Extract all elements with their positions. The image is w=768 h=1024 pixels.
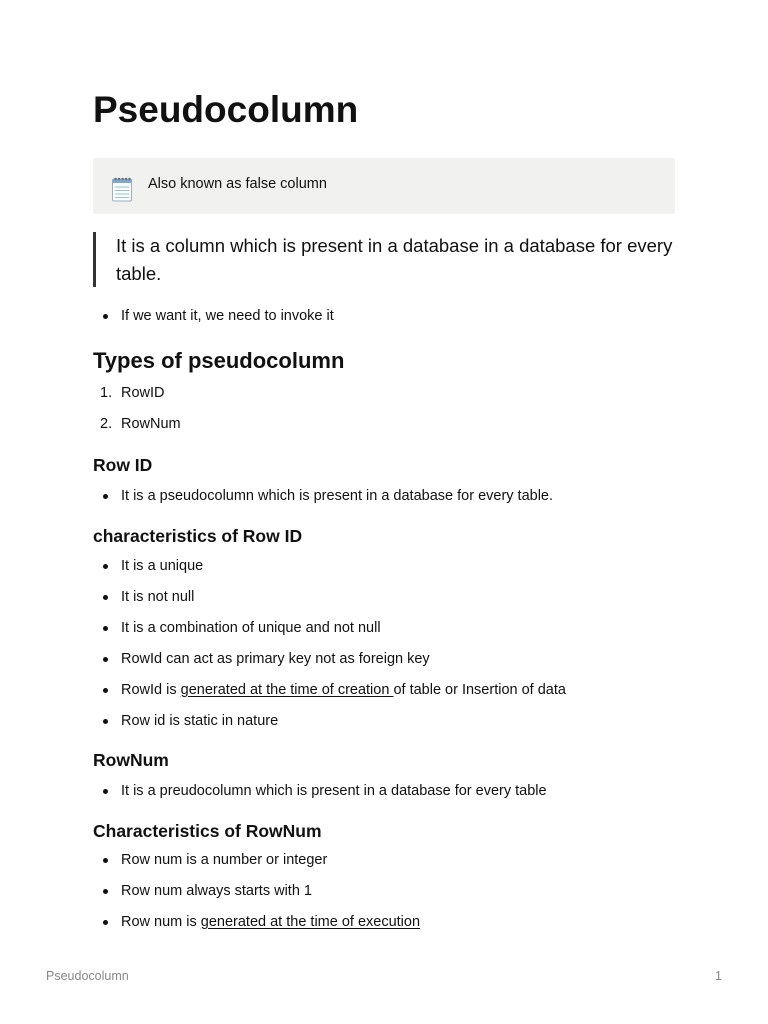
callout-box xyxy=(93,158,675,214)
list-number: 2. xyxy=(100,416,113,432)
rownum-characteristics-heading: Characteristics of RowNum xyxy=(93,821,322,841)
rowid-heading: Row ID xyxy=(93,455,153,475)
list-item: Row id is static in nature xyxy=(93,712,675,743)
list-item: RowId can act as primary key not as foreign key xyxy=(93,650,675,681)
rownum-characteristics-list xyxy=(93,851,675,944)
intro-bullet-list xyxy=(93,307,675,338)
list-item: It is not null xyxy=(93,588,675,619)
rowid-characteristics-heading: characteristics of Row ID xyxy=(93,526,303,546)
rownum-heading: RowNum xyxy=(93,750,169,770)
list-item: It is a preudocolumn which is present in a database for every table xyxy=(93,782,675,813)
list-text: RowId is xyxy=(121,682,181,698)
list-number: 1. xyxy=(100,385,113,401)
list-item xyxy=(93,681,675,712)
list-item xyxy=(93,913,675,944)
callout-text: Also known as false column xyxy=(148,176,327,192)
list-text: Row num is xyxy=(121,914,201,930)
list-item: Row num is a number or integer xyxy=(93,851,675,882)
rownum-bullet-list xyxy=(93,782,675,813)
types-heading: Types of pseudocolumn xyxy=(93,348,345,373)
list-text: RowID xyxy=(121,385,165,401)
list-item xyxy=(93,384,675,415)
quote-block: It is a column which is present in a database in a database for every table. xyxy=(93,232,675,287)
rowid-characteristics-list xyxy=(93,557,675,743)
page-title: Pseudocolumn xyxy=(93,89,359,130)
types-numbered-list xyxy=(93,384,675,446)
list-item: It is a unique xyxy=(93,557,675,588)
list-item xyxy=(93,415,675,446)
list-text: RowNum xyxy=(121,416,181,432)
list-item: It is a combination of unique and not null xyxy=(93,619,675,650)
list-item: If we want it, we need to invoke it xyxy=(93,307,675,338)
underlined-text: generated at the time of execution xyxy=(200,914,421,930)
notepad-icon xyxy=(111,176,133,202)
rowid-bullet-list xyxy=(93,487,675,518)
list-item: It is a pseudocolumn which is present in a database for every table. xyxy=(93,487,675,518)
list-item: Row num always starts with 1 xyxy=(93,882,675,913)
footer-document-name: Pseudocolumn xyxy=(46,969,129,983)
list-text: of table or Insertion of data xyxy=(393,682,566,698)
underlined-text: generated at the time of creation xyxy=(180,682,394,698)
footer-page-number: 1 xyxy=(715,969,722,983)
